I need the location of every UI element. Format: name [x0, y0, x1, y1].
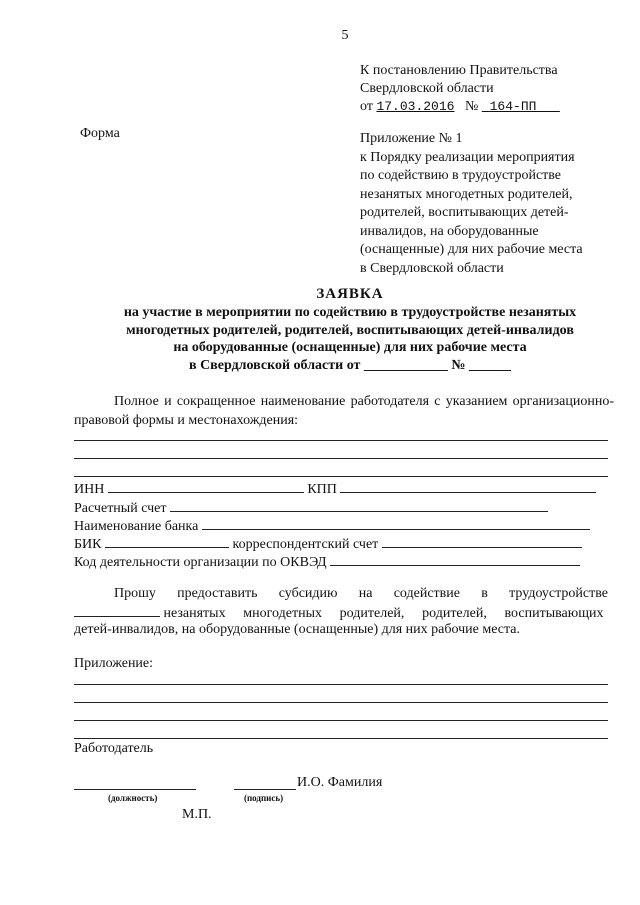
subtitle-line: на оборудованные (оснащенные) для них рабочие места [173, 340, 527, 355]
blank-line[interactable] [74, 458, 608, 459]
subtitle-line-last: в Свердловской области от ____________ № ______ [189, 357, 511, 373]
employer-paragraph: Полное и сокращенное наименование работодателя с указанием организационно-правовой формы и местонахождения: [74, 394, 614, 428]
attachment-line[interactable] [74, 720, 608, 721]
signatory-name: И.О. Фамилия [297, 775, 383, 790]
account-row [74, 499, 548, 517]
decree-from-label: от [360, 99, 373, 114]
decree-date-line [360, 98, 560, 116]
position-line[interactable] [74, 789, 196, 790]
kpp-field[interactable] [340, 480, 596, 493]
decree-line-2: Свердловской области [360, 81, 494, 96]
inn-kpp-row [74, 480, 596, 498]
account-field[interactable] [170, 499, 548, 512]
annex-line: в Свердловской области [360, 260, 504, 276]
subtitle-line: многодетных родителей, родителей, воспитывающих детей-инвалидов [126, 322, 574, 338]
form-label: Форма [80, 126, 120, 141]
annex-line: инвалидов, на оборудованные [360, 223, 539, 239]
bank-label: Наименование банка [74, 519, 199, 534]
document-subtitle [70, 304, 630, 374]
decree-reference [360, 62, 560, 116]
blank-line[interactable] [74, 476, 608, 477]
bik-row [74, 535, 582, 553]
annex-line: родителей, воспитывающих детей- [360, 205, 569, 220]
account-label: Расчетный счет [74, 501, 167, 516]
attachment-line[interactable] [74, 702, 608, 703]
signature-line[interactable] [234, 789, 296, 790]
position-caption: (должность) [108, 793, 158, 803]
okved-label: Код деятельности организации по ОКВЭД [74, 555, 327, 570]
bik-field[interactable] [105, 535, 229, 548]
corr-account-label: корреспондентский счет [232, 537, 379, 552]
bank-row [74, 517, 590, 535]
inn-label: ИНН [74, 482, 105, 497]
request-line-3: детей-инвалидов, на оборудованные (оснащенные) для них рабочие места. [74, 622, 520, 637]
blank-line[interactable] [74, 440, 608, 441]
page-number: 5 [341, 28, 349, 43]
request-blank[interactable] [74, 604, 160, 617]
inn-field[interactable] [108, 480, 304, 493]
bik-label: БИК [74, 537, 102, 552]
employer-label: Работодатель [74, 741, 154, 756]
okved-row [74, 553, 580, 571]
signature-caption: (подпись) [244, 793, 284, 803]
attachment-line[interactable] [74, 738, 608, 739]
annex-line: к Порядку реализации мероприятия [360, 149, 575, 165]
decree-number-label: № [464, 99, 479, 114]
document-title: ЗАЯВКА [316, 286, 384, 302]
decree-number: 164-ПП [489, 99, 537, 114]
stamp-placeholder: М.П. [182, 807, 212, 822]
annex-line: Приложение № 1 [360, 131, 463, 146]
attachment-line[interactable] [74, 684, 608, 685]
annex-line: (оснащенные) для них рабочие места [360, 242, 583, 257]
annex-line: незанятых многодетных родителей, [360, 186, 573, 202]
attachment-label: Приложение: [74, 656, 154, 671]
annex-line: по содействию в трудоустройстве [360, 168, 562, 183]
request-line-2-row [74, 604, 608, 622]
subtitle-line: на участие в мероприятии по содействию в трудоустройстве незанятых [123, 305, 577, 320]
annex-reference [360, 130, 583, 278]
request-line-1: Прошу предоставить субсидию на содействие в трудоустройстве [114, 586, 608, 601]
bank-field[interactable] [202, 517, 590, 530]
decree-date: 17.03.2016 [376, 99, 455, 114]
decree-line-1: К постановлению Правительства [360, 63, 558, 78]
corr-account-field[interactable] [382, 535, 582, 548]
request-line-2: незанятых многодетных родителей, родителей, воспитывающих [163, 606, 604, 621]
okved-field[interactable] [330, 553, 580, 566]
kpp-label: КПП [307, 482, 337, 497]
